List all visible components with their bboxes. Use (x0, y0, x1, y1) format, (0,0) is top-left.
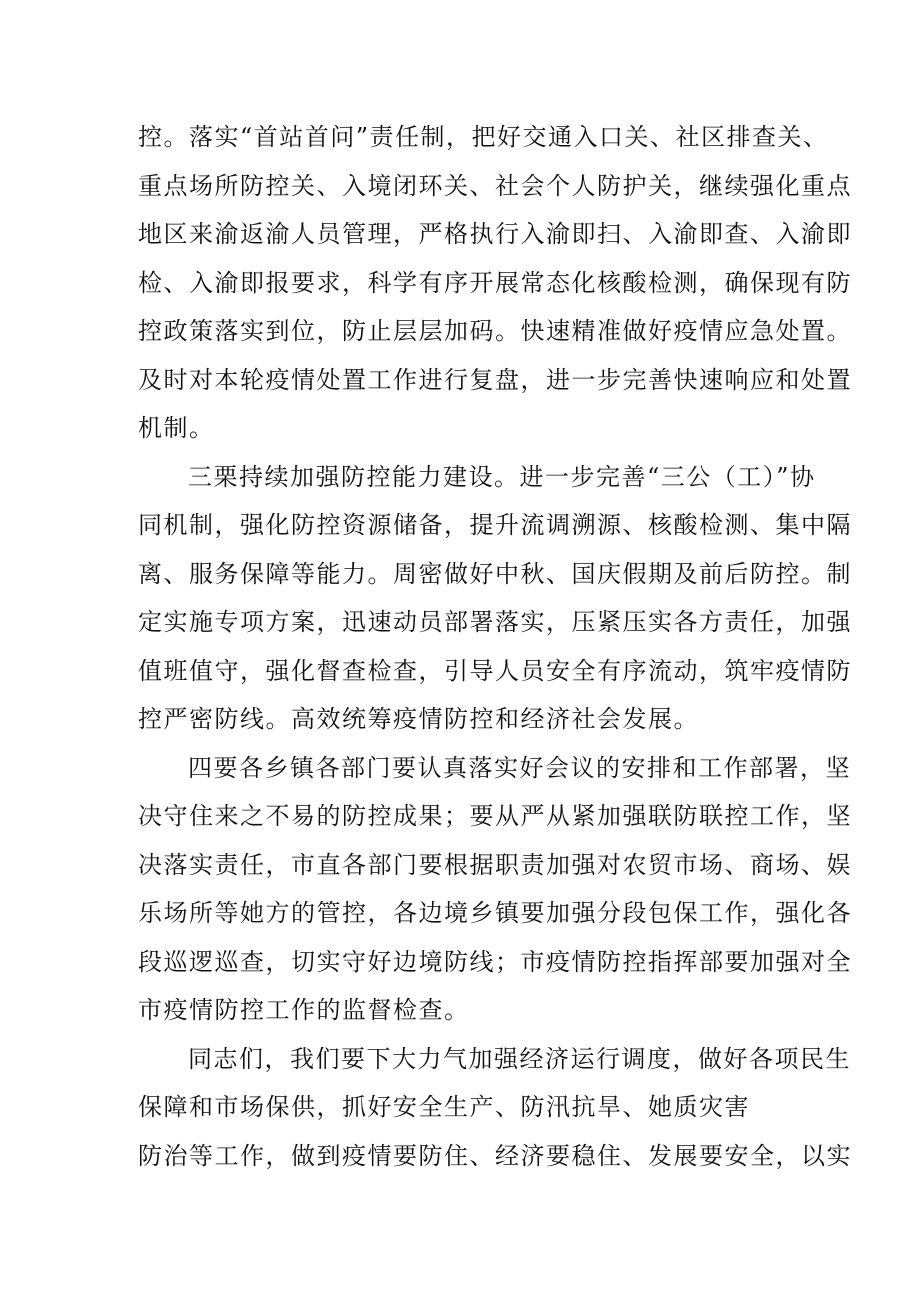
text-line: 决落实责任，市直各部门要根据职责加强对农贸市场、商场、娱 (138, 850, 852, 879)
text-line: 检、入渝即报要求，科学有序开展常态化核酸检测，确保现有防 (138, 268, 852, 297)
text-line: 控政策落实到位，防止层层加码。快速精准做好疫情应急处置。 (138, 317, 852, 345)
text-line: 及时对本轮疫情处置工作进行复盘，进一步完善快速响应和处置 (138, 365, 852, 394)
text-line: 段巡逻巡查，切实守好边境防线；市疫情防控指挥部要加强对全 (138, 947, 852, 976)
text-line: 地区来渝返渝人员管理，严格执行入渝即扫、入渝即查、入渝即 (138, 220, 852, 248)
text-line: 三栗持续加强防控能力建设。进一步完善“三公（工）”协 (188, 462, 816, 491)
text-line: 乐场所等她方的管控，各边境乡镇要加强分段包保工作，强化各 (138, 899, 852, 927)
text-line: 离、服务保障等能力。周密做好中秋、国庆假期及前后防控。制 (138, 559, 852, 588)
text-line: 同志们，我们要下大力气加强经济运行调度，做好各项民生 (188, 1044, 851, 1073)
text-line: 市疫情防控工作的监督检查。 (138, 996, 470, 1024)
text-line: 控。落实“首站首问”责任制，把好交通入口关、社区排查关、 (138, 123, 829, 151)
text-line: 四要各乡镇各部门要认真落实好会议的安排和工作部署，坚 (188, 753, 851, 782)
document-body-text (138, 113, 852, 1180)
text-line: 机制。 (138, 414, 215, 442)
text-line: 重点场所防控关、入境闭环关、社会个人防护关，继续强化重点 (138, 171, 852, 200)
text-line: 防治等工作，做到疫情要防住、经济要稳住、发展要安全，以实 (138, 1141, 852, 1170)
text-line: 定实施专项方案，迅速动员部署落实，压紧压实各方责任，加强 (138, 608, 852, 636)
text-line: 保障和市场保供，抓好安全生产、防汛抗旱、她质灾害 (138, 1093, 750, 1121)
text-line: 值班值守，强化督查检查，引导人员安全有序流动，筑牢疫情防 (138, 656, 852, 685)
text-line: 控严密防线。高效统筹疫情防控和经济社会发展。 (138, 705, 699, 733)
text-line: 决守住来之不易的防控成果；要从严从紧加强联防联控工作，坚 (138, 802, 852, 830)
text-line: 同机制，强化防控资源储备，提升流调溯源、核酸检测、集中隔 (138, 511, 852, 539)
